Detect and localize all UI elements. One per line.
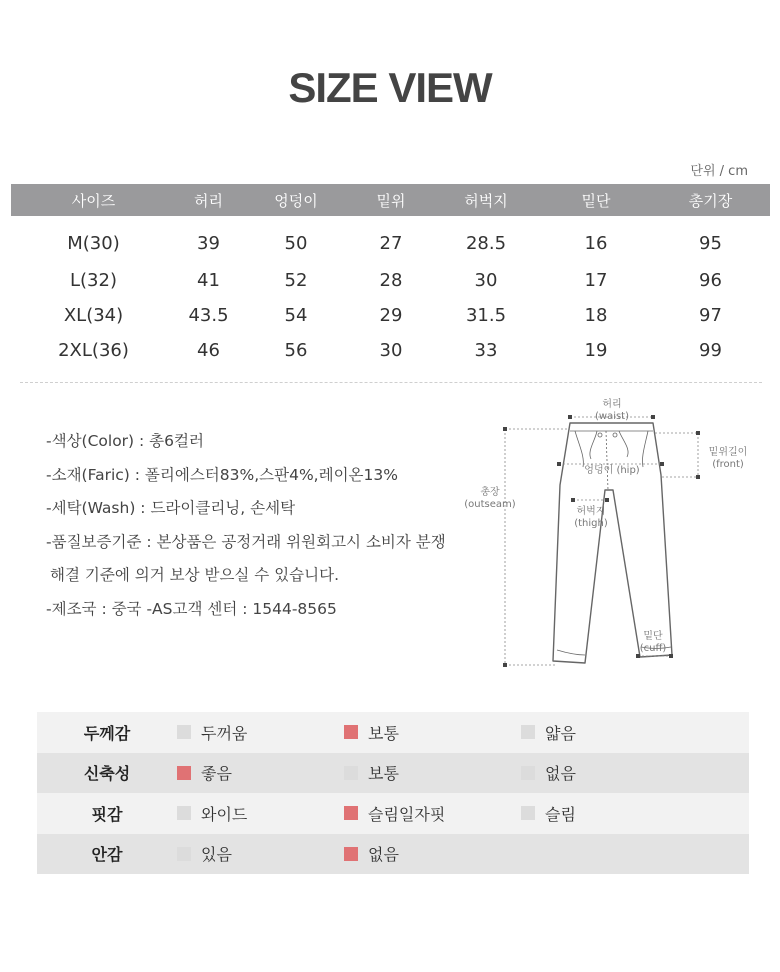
cell-thigh: 28.5 — [465, 233, 507, 254]
rating-option: 와이드 — [177, 802, 344, 825]
info-color: -색상(Color) : 총6컬러 — [46, 432, 204, 450]
cell-size: XL(34) — [63, 305, 124, 326]
header-hip: 엉덩이 — [241, 184, 351, 216]
checkbox-icon — [177, 725, 191, 739]
rating-label: 신축성 — [37, 753, 177, 794]
rating-row-stretch — [37, 753, 749, 794]
rating-row-lining — [37, 834, 749, 875]
pants-outline-icon — [553, 423, 672, 663]
label-cuff: 밑단 — [643, 631, 663, 642]
cell-thigh: 31.5 — [465, 305, 507, 326]
table-row — [11, 216, 770, 263]
cell-cuff: 16 — [584, 233, 608, 254]
checkbox-icon — [521, 725, 535, 739]
header-size: 사이즈 — [11, 184, 176, 216]
label-thigh-en: (thigh) — [574, 518, 608, 529]
label-rise: 밑위길이 — [708, 447, 748, 458]
cell-size: 2XL(36) — [58, 340, 129, 361]
fabric-rating-table — [37, 712, 749, 874]
info-warranty-line1: -품질보증기준 : 본상품은 공정거래 위원회고시 소비자 분쟁 — [46, 532, 446, 551]
measure-lines — [505, 417, 698, 665]
header-cuff: 밑단 — [541, 184, 651, 216]
cell-cuff: 19 — [584, 340, 608, 361]
rating-option: 없음 — [521, 761, 749, 784]
cell-size: M(30) — [67, 233, 120, 254]
header-thigh: 허벅지 — [431, 184, 541, 216]
cell-hip: 56 — [284, 340, 308, 361]
cell-length: 99 — [699, 340, 722, 361]
pants-measurement-diagram — [455, 395, 755, 685]
cell-cuff: 18 — [584, 305, 608, 326]
label-cuff-en: (cuff) — [639, 643, 667, 654]
rating-option: 슬림 — [521, 802, 749, 825]
header-length: 총기장 — [651, 184, 770, 216]
rating-option: 보통 — [344, 721, 521, 744]
unit-label: 단위 / cm — [690, 164, 748, 179]
size-table — [11, 184, 770, 368]
label-outseam: 총장 — [480, 487, 500, 498]
rating-row-fit — [37, 793, 749, 834]
label-thigh: 허벅지 — [576, 506, 606, 517]
checkbox-icon — [344, 806, 358, 820]
info-origin: -제조국 : 중국 -AS고객 센터 : 1544-8565 — [46, 599, 337, 618]
cell-thigh: 30 — [474, 270, 498, 291]
cell-length: 97 — [699, 305, 722, 326]
label-waist: 허리 — [602, 399, 622, 410]
checkbox-icon — [177, 766, 191, 780]
rating-option: 좋음 — [177, 761, 344, 784]
cell-cuff: 17 — [584, 270, 608, 291]
rating-row-thickness — [37, 712, 749, 753]
table-row — [11, 333, 770, 368]
dashed-divider — [20, 382, 762, 383]
cell-size: L(32) — [70, 270, 117, 291]
checkbox-icon — [344, 725, 358, 739]
product-info — [46, 425, 446, 626]
rating-option: 있음 — [177, 842, 344, 865]
rating-label: 두께감 — [37, 712, 177, 753]
rating-option: 얇음 — [521, 721, 749, 744]
checkbox-icon — [177, 847, 191, 861]
cell-hip: 54 — [284, 305, 308, 326]
header-rise: 밑위 — [351, 184, 431, 216]
checkbox-icon — [521, 766, 535, 780]
cell-waist: 46 — [197, 340, 220, 361]
info-fabric: -소재(Faric) : 폴리에스터83%,스판4%,레이온13% — [46, 465, 398, 484]
size-table-header — [11, 184, 770, 216]
header-waist: 허리 — [176, 184, 241, 216]
table-row — [11, 298, 770, 333]
checkbox-icon — [344, 847, 358, 861]
cell-rise: 29 — [379, 305, 403, 326]
rating-option: 없음 — [344, 842, 521, 865]
cell-waist: 43.5 — [188, 305, 229, 326]
cell-rise: 27 — [379, 233, 403, 254]
table-row — [11, 263, 770, 298]
cell-hip: 50 — [284, 233, 308, 254]
cell-length: 95 — [699, 233, 722, 254]
rating-label: 핏감 — [37, 793, 177, 834]
info-wash: -세탁(Wash) : 드라이클리닝, 손세탁 — [46, 499, 296, 517]
rating-label: 안감 — [37, 834, 177, 875]
cell-length: 96 — [699, 270, 722, 291]
page-title: SIZE VIEW — [288, 64, 492, 111]
checkbox-icon — [521, 806, 535, 820]
cell-hip: 52 — [284, 270, 308, 291]
label-rise-en: (front) — [712, 459, 744, 470]
checkbox-icon — [344, 766, 358, 780]
label-hip: 엉덩이 (hip) — [584, 465, 640, 476]
info-warranty-line2: 해결 기준에 의거 보상 받으실 수 있습니다. — [50, 566, 340, 584]
cell-waist: 41 — [197, 270, 220, 291]
rating-option: 슬림일자핏 — [344, 802, 521, 825]
rating-option: 두꺼움 — [177, 721, 344, 744]
checkbox-icon — [177, 806, 191, 820]
cell-rise: 30 — [379, 340, 403, 361]
label-outseam-en: (outseam) — [464, 499, 516, 510]
rating-option: 보통 — [344, 761, 521, 784]
cell-rise: 28 — [379, 270, 403, 291]
cell-thigh: 33 — [474, 340, 498, 361]
label-waist-en: (waist) — [594, 411, 630, 422]
cell-waist: 39 — [197, 233, 220, 254]
